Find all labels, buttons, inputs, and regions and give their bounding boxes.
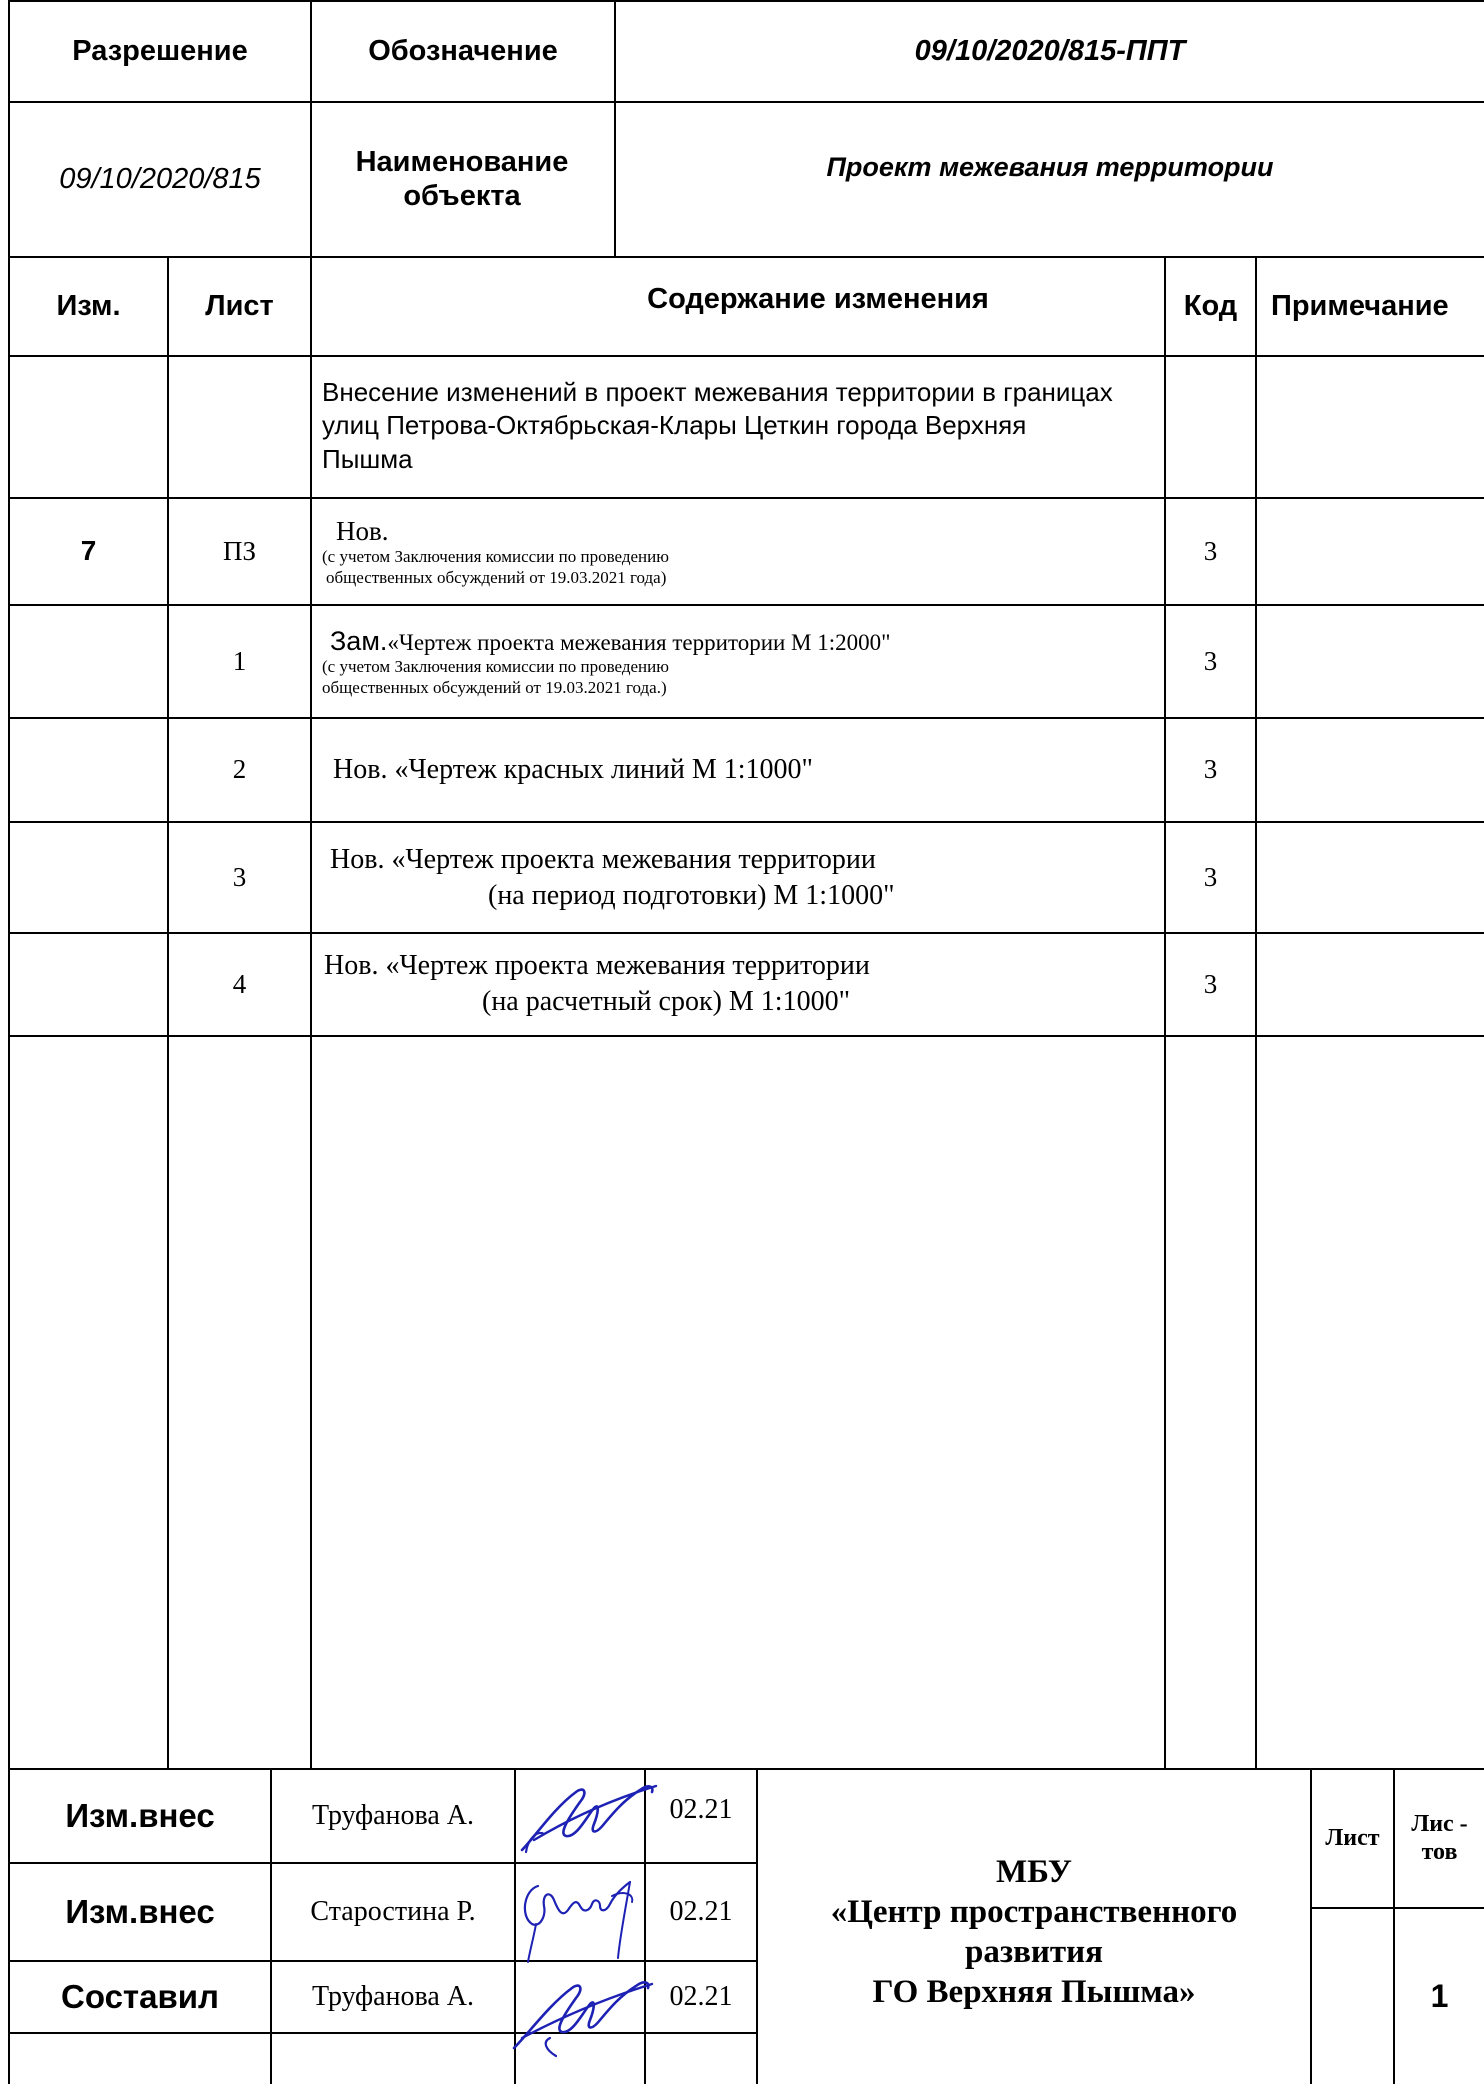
- table-row-code: 3: [1203, 535, 1218, 566]
- table-row-code: 3: [1203, 968, 1218, 999]
- permission-value: 09/10/2020/815: [59, 162, 261, 195]
- stamp-date: 02.21: [669, 1793, 733, 1825]
- table-row-code: 3: [1203, 754, 1218, 785]
- organization-name: [758, 1770, 1310, 2084]
- column-header-change-no: Изм.: [56, 289, 121, 322]
- content-main: Нов.: [336, 516, 389, 547]
- table-row-sheet: 2: [232, 754, 247, 785]
- signature-image: [506, 1968, 656, 2058]
- column-header-content: Содержание изменения: [647, 283, 989, 316]
- content-prefix: Зам.: [330, 626, 388, 657]
- table-row-sheet: ПЗ: [222, 535, 257, 566]
- sheets-label-line: Лис -: [1411, 1810, 1468, 1837]
- content-line: Нов. «Чертеж проекта межевания территории: [330, 844, 876, 876]
- table-row-code: 3: [1203, 861, 1218, 892]
- content-line: Нов. «Чертеж проекта межевания территории: [324, 950, 870, 982]
- sheets-label-line: тов: [1421, 1838, 1458, 1865]
- stamp-name: Труфанова А.: [311, 1980, 475, 2012]
- divider: [1255, 256, 1257, 1770]
- organization-line: МБУ: [995, 1853, 1073, 1890]
- table-row-change-no: 7: [80, 535, 97, 567]
- signature-image: [514, 1866, 654, 1966]
- permission-label: Разрешение: [72, 34, 248, 67]
- table-row-content: [322, 610, 1162, 714]
- stamp-role: Изм.внес: [65, 1893, 215, 1931]
- stamp-name: Труфанова А.: [311, 1799, 475, 1831]
- divider: [8, 355, 1484, 357]
- designation-label: Обозначение: [368, 34, 558, 67]
- stamp-role: Составил: [61, 1978, 219, 2016]
- table-row-content: [322, 502, 1162, 602]
- divider: [310, 256, 312, 1770]
- column-header-note: Примечание: [1271, 289, 1449, 322]
- object-name-label: Наименование объекта: [355, 146, 569, 212]
- sheets-value: 1: [1430, 1978, 1449, 2015]
- content-line: (на расчетный срок) М 1:1000": [482, 986, 851, 1017]
- divider: [8, 1035, 1484, 1037]
- table-row-code: 3: [1203, 645, 1218, 676]
- table-row-content: Внесение изменений в проект межевания территории в границах улиц Петрова-Октябрьская-Клары Цеткин города Верхняя Пышма: [322, 377, 1113, 474]
- stamp-date: 02.21: [669, 1895, 733, 1927]
- column-header-sheet: Лист: [205, 289, 274, 322]
- content-note: общественных обсуждений от 19.03.2021 года): [326, 567, 667, 587]
- table-row-content: Нов. «Чертеж красных линий М 1:1000": [333, 753, 813, 785]
- table-row-sheet: 4: [232, 968, 247, 999]
- column-header-code: Код: [1183, 289, 1238, 322]
- table-row-sheet: 1: [232, 645, 247, 676]
- signature-image: [514, 1778, 664, 1858]
- content-note: (с учетом Заключения комиссии по проведению: [322, 547, 669, 567]
- content-note: общественных обсуждений от 19.03.2021 года.): [322, 677, 667, 697]
- organization-line: развития: [964, 1934, 1104, 1970]
- content-main: «Чертеж проекта межевания территории М 1:2000": [387, 630, 891, 656]
- content-line: (на период подготовки) М 1:1000": [488, 880, 895, 911]
- table-row-sheet: 3: [232, 861, 247, 892]
- organization-line: ГО Верхняя Пышма»: [872, 1974, 1196, 2011]
- object-name-value: Проект межевания территории: [826, 152, 1274, 183]
- stamp-role: Изм.внес: [65, 1797, 215, 1835]
- stamp-date: 02.21: [669, 1980, 733, 2012]
- designation-value: 09/10/2020/815-ППТ: [914, 34, 1186, 67]
- sheet-label: Лист: [1325, 1824, 1380, 1851]
- content-note: (с учетом Заключения комиссии по проведению: [322, 657, 669, 677]
- sheets-label: [1395, 1770, 1484, 1907]
- stamp-name: Старостина Р.: [310, 1895, 476, 1927]
- organization-line: «Центр пространственного: [830, 1893, 1238, 1930]
- table-row-content: [324, 935, 1154, 1033]
- table-row-content: [330, 828, 1160, 928]
- sheet-value: [1312, 1909, 1393, 2084]
